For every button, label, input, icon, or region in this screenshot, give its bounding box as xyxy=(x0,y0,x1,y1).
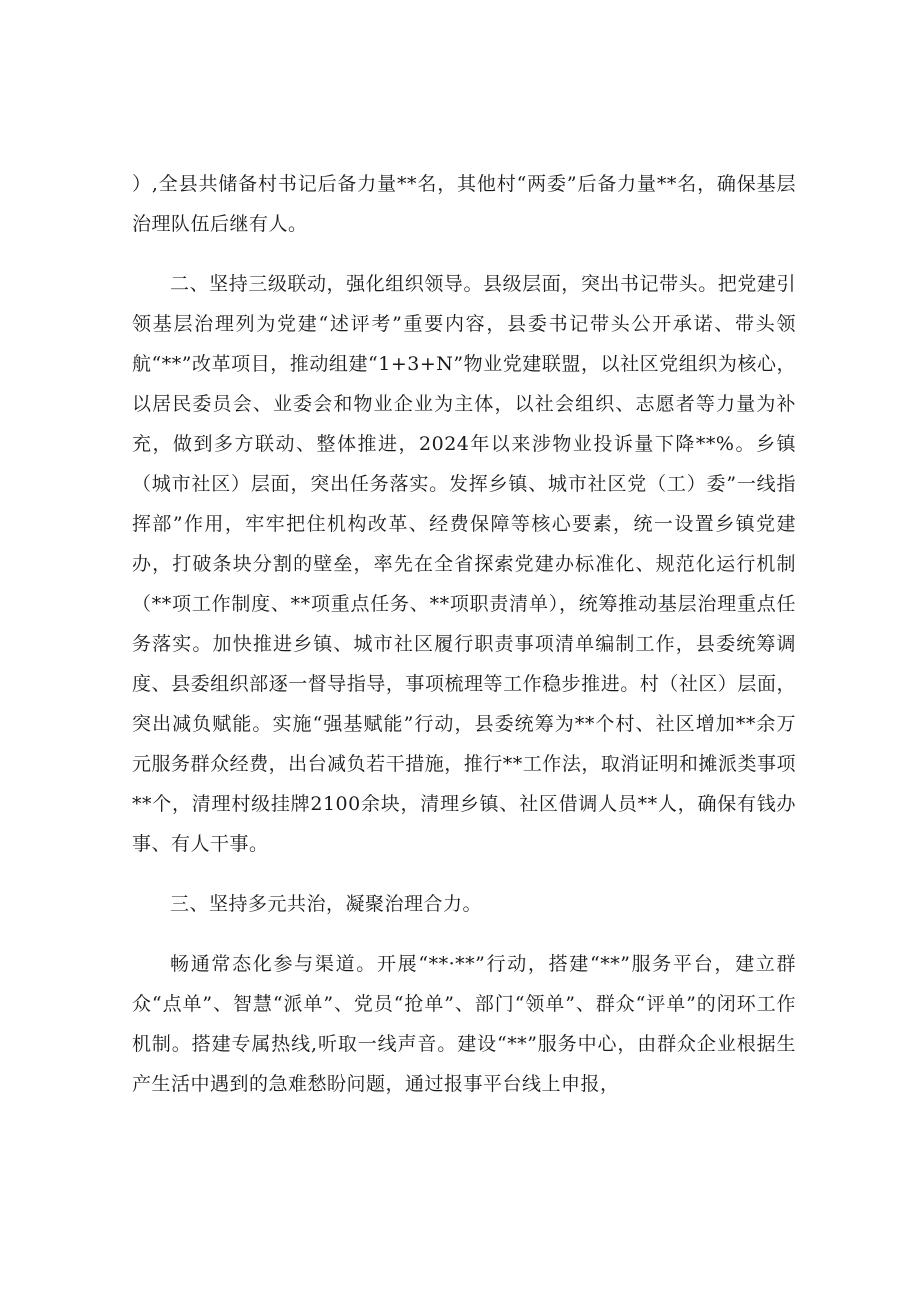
document-body xyxy=(132,164,796,1104)
paragraph-three-level-linkage: 二、坚持三级联动，强化组织领导。县级层面，突出书记带头。把党建引领基层治理列为党建“述评考”重要内容，县委书记带头公开承诺、带头领航“**”改革项目，推动组建“1+3+N”物业党建联盟，以社区党组织为核心，以居民委员会、业委会和物业企业为主体，以社会组织、志愿者等力量为补充，做到多方联动、整体推进，2024年以来涉物业投诉量下降**%。乡镇（城市社区）层面，突出任务落实。发挥乡镇、城市社区党（工）委”一线指挥部”作用，牢牢把住机构改革、经费保障等核心要素，统一设置乡镇党建办，打破条块分割的壁垒，率先在全省探索党建办标准化、规范化运行机制（**项工作制度、**项重点任务、**项职责清单），统筹推动基层治理重点任务落实。加快推进乡镇、城市社区履行职责事项清单编制工作，县委统筹调度、县委组织部逐一督导指导，事项梳理等工作稳步推进。村（社区）层面，突出减负赋能。实施“强基赋能”行动，县委统筹为**个村、社区增加**余万元服务群众经费，出台减负若干措施，推行**工作法，取消证明和摊派类事项**个，清理村级挂牌2100余块，清理乡镇、社区借调人员**人，确保有钱办事、有人干事。 xyxy=(132,273,796,855)
paragraph-reserve-cadres: ）,全县共储备村书记后备力量**名，其他村“两委”后备力量**名，确保基层治理队伍后继有人。 xyxy=(132,173,796,235)
section-heading-multi-governance: 三、坚持多元共治，凝聚治理合力。 xyxy=(170,893,483,915)
paragraph-participation-channels: 畅通常态化参与渠道。开展“**·**”行动，搭建“**”服务平台，建立群众“点单”、智慧“派单”、党员“抢单”、部门“领单”、群众“评单”的闭环工作机制。搭建专属热线,听取一线声音。建设“**”服务中心，由群众企业根据生产生活中遇到的急难愁盼问题，通过报事平台线上申报， xyxy=(132,953,796,1095)
